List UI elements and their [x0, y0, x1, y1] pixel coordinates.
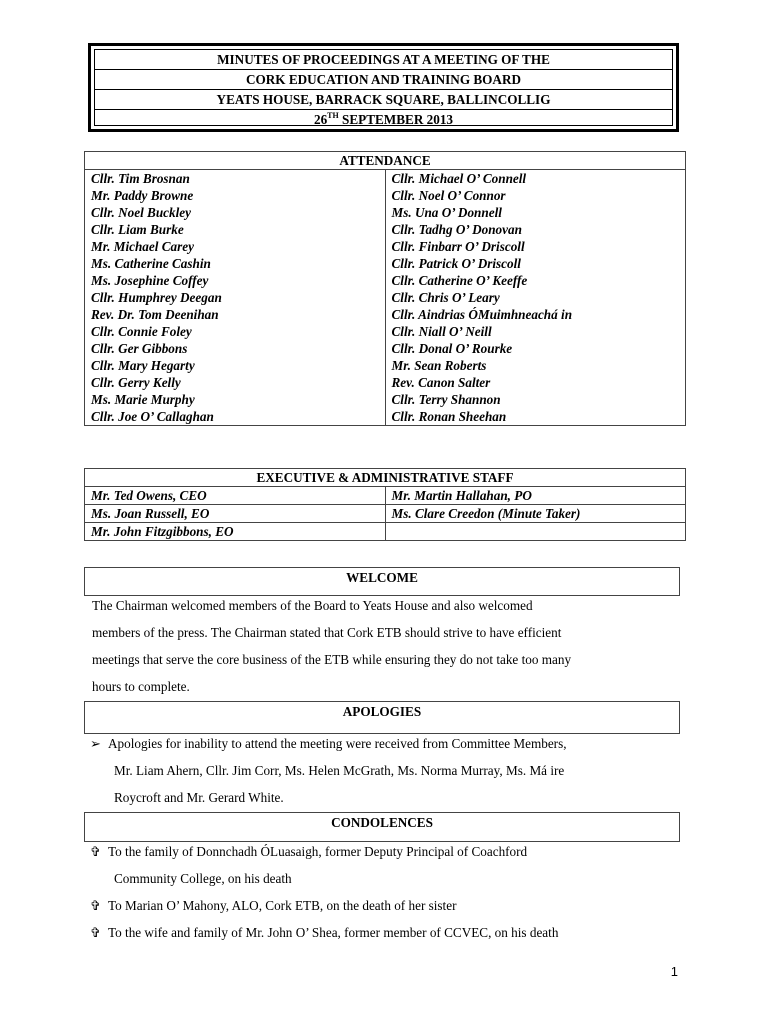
- condolence-1-line-1: To the family of Donnchadh ÓLuasaigh, former Deputy Principal of Coachford: [108, 844, 528, 859]
- attendance-row-cell: Cllr. Tim Brosnan: [85, 170, 386, 188]
- title-line-2: CORK EDUCATION AND TRAINING BOARD: [95, 70, 672, 90]
- attendance-table: [84, 151, 686, 426]
- attendance-row: [85, 204, 686, 221]
- attendance-row: [85, 323, 686, 340]
- condolences-heading: CONDOLENCES: [84, 812, 680, 842]
- apologies-item: [90, 730, 682, 757]
- attendance-row-cell: Cllr. Ger Gibbons: [85, 340, 386, 357]
- condolence-3: To the wife and family of Mr. John O’ Shea, former member of CCVEC, on his death: [108, 925, 559, 940]
- staff-row-cell: Mr. Martin Hallahan, PO: [385, 487, 686, 505]
- title-inner: [94, 49, 673, 126]
- attendance-row-cell: Rev. Dr. Tom Deenihan: [85, 306, 386, 323]
- welcome-paragraph: [92, 592, 682, 700]
- attendance-row-cell: Rev. Canon Salter: [385, 374, 686, 391]
- attendance-row: [85, 255, 686, 272]
- attendance-row-cell: Cllr. Liam Burke: [85, 221, 386, 238]
- attendance-row: [85, 289, 686, 306]
- apologies-line-3: Roycroft and Mr. Gerard White.: [114, 790, 284, 805]
- condolence-item: [90, 919, 682, 946]
- welcome-line: meetings that serve the core business of the ETB while ensuring they do not take too many: [92, 652, 572, 667]
- staff-row-cell: Ms. Joan Russell, EO: [85, 505, 386, 523]
- apologies-line-2: Mr. Liam Ahern, Cllr. Jim Corr, Ms. Helen McGrath, Ms. Norma Murray, Ms. Má ire: [114, 763, 565, 778]
- attendance-row-cell: Cllr. Mary Hegarty: [85, 357, 386, 374]
- attendance-row: [85, 238, 686, 255]
- attendance-body: [85, 170, 686, 426]
- staff-row: [85, 505, 686, 523]
- title-date: [95, 110, 672, 130]
- attendance-row: [85, 306, 686, 323]
- attendance-row: [85, 187, 686, 204]
- attendance-row-cell: Mr. Paddy Browne: [85, 187, 386, 204]
- condolences-list: [90, 838, 682, 946]
- attendance-row-cell: Ms. Marie Murphy: [85, 391, 386, 408]
- title-box: [88, 43, 679, 132]
- staff-row: [85, 523, 686, 541]
- staff-row-cell: Ms. Clare Creedon (Minute Taker): [385, 505, 686, 523]
- attendance-row-cell: Cllr. Donal O’ Rourke: [385, 340, 686, 357]
- attendance-row-cell: Ms. Catherine Cashin: [85, 255, 386, 272]
- cross-icon: ✞: [90, 844, 102, 859]
- condolence-2: To Marian O’ Mahony, ALO, Cork ETB, on the death of her sister: [108, 898, 457, 913]
- welcome-line: hours to complete.: [92, 679, 190, 694]
- date-suffix: TH: [327, 111, 339, 120]
- attendance-row-cell: Cllr. Connie Foley: [85, 323, 386, 340]
- title-line-3: YEATS HOUSE, BARRACK SQUARE, BALLINCOLLIG: [95, 90, 672, 110]
- attendance-row-cell: Ms. Josephine Coffey: [85, 272, 386, 289]
- attendance-row-cell: Mr. Michael Carey: [85, 238, 386, 255]
- attendance-row-cell: Ms. Una O’ Donnell: [385, 204, 686, 221]
- staff-table: [84, 468, 686, 541]
- apologies-list: [90, 730, 682, 811]
- attendance-heading: ATTENDANCE: [85, 152, 686, 170]
- attendance-row: [85, 408, 686, 426]
- attendance-row-cell: Cllr. Noel Buckley: [85, 204, 386, 221]
- welcome-line: members of the press. The Chairman stated that Cork ETB should strive to have efficient: [92, 625, 562, 640]
- condolence-item: [90, 838, 682, 865]
- arrow-bullet-icon: ➢: [90, 736, 102, 751]
- attendance-row-cell: Cllr. Patrick O’ Driscoll: [385, 255, 686, 272]
- attendance-row-cell: Cllr. Terry Shannon: [385, 391, 686, 408]
- condolence-item: [90, 892, 682, 919]
- attendance-row-cell: Cllr. Aindrias ÓMuimhneachá in: [385, 306, 686, 323]
- attendance-row-cell: Cllr. Joe O’ Callaghan: [85, 408, 386, 426]
- welcome-heading: WELCOME: [84, 567, 680, 596]
- attendance-row: [85, 340, 686, 357]
- date-day: 26: [313, 112, 328, 127]
- staff-heading: EXECUTIVE & ADMINISTRATIVE STAFF: [85, 469, 686, 487]
- attendance-row: [85, 221, 686, 238]
- attendance-row-cell: Cllr. Ronan Sheehan: [385, 408, 686, 426]
- staff-body: [85, 487, 686, 541]
- attendance-row: [85, 374, 686, 391]
- attendance-row-cell: Cllr. Humphrey Deegan: [85, 289, 386, 306]
- apologies-line-1: Apologies for inability to attend the meeting were received from Committee Members,: [108, 736, 567, 751]
- attendance-row: [85, 272, 686, 289]
- cross-icon: ✞: [90, 925, 102, 940]
- attendance-row-cell: Cllr. Niall O’ Neill: [385, 323, 686, 340]
- attendance-row-cell: Cllr. Tadhg O’ Donovan: [385, 221, 686, 238]
- staff-row-cell: Mr. John Fitzgibbons, EO: [85, 523, 386, 541]
- attendance-row: [85, 170, 686, 188]
- staff-row: [85, 487, 686, 505]
- attendance-row-cell: Cllr. Gerry Kelly: [85, 374, 386, 391]
- apologies-heading: APOLOGIES: [84, 701, 680, 734]
- attendance-row-cell: Mr. Sean Roberts: [385, 357, 686, 374]
- page-number: 1: [670, 964, 678, 979]
- attendance-row: [85, 391, 686, 408]
- attendance-row-cell: Cllr. Finbarr O’ Driscoll: [385, 238, 686, 255]
- welcome-line: The Chairman welcomed members of the Board to Yeats House and also welcomed: [92, 598, 533, 613]
- attendance-row-cell: Cllr. Chris O’ Leary: [385, 289, 686, 306]
- date-rest: SEPTEMBER 2013: [338, 112, 454, 127]
- attendance-row-cell: Cllr. Noel O’ Connor: [385, 187, 686, 204]
- staff-row-cell: [385, 523, 686, 541]
- attendance-row-cell: Cllr. Michael O’ Connell: [385, 170, 686, 188]
- cross-icon: ✞: [90, 898, 102, 913]
- title-line-1: MINUTES OF PROCEEDINGS AT A MEETING OF THE: [95, 50, 672, 70]
- condolence-1-line-2: Community College, on his death: [114, 871, 292, 886]
- attendance-row-cell: Cllr. Catherine O’ Keeffe: [385, 272, 686, 289]
- staff-row-cell: Mr. Ted Owens, CEO: [85, 487, 386, 505]
- attendance-row: [85, 357, 686, 374]
